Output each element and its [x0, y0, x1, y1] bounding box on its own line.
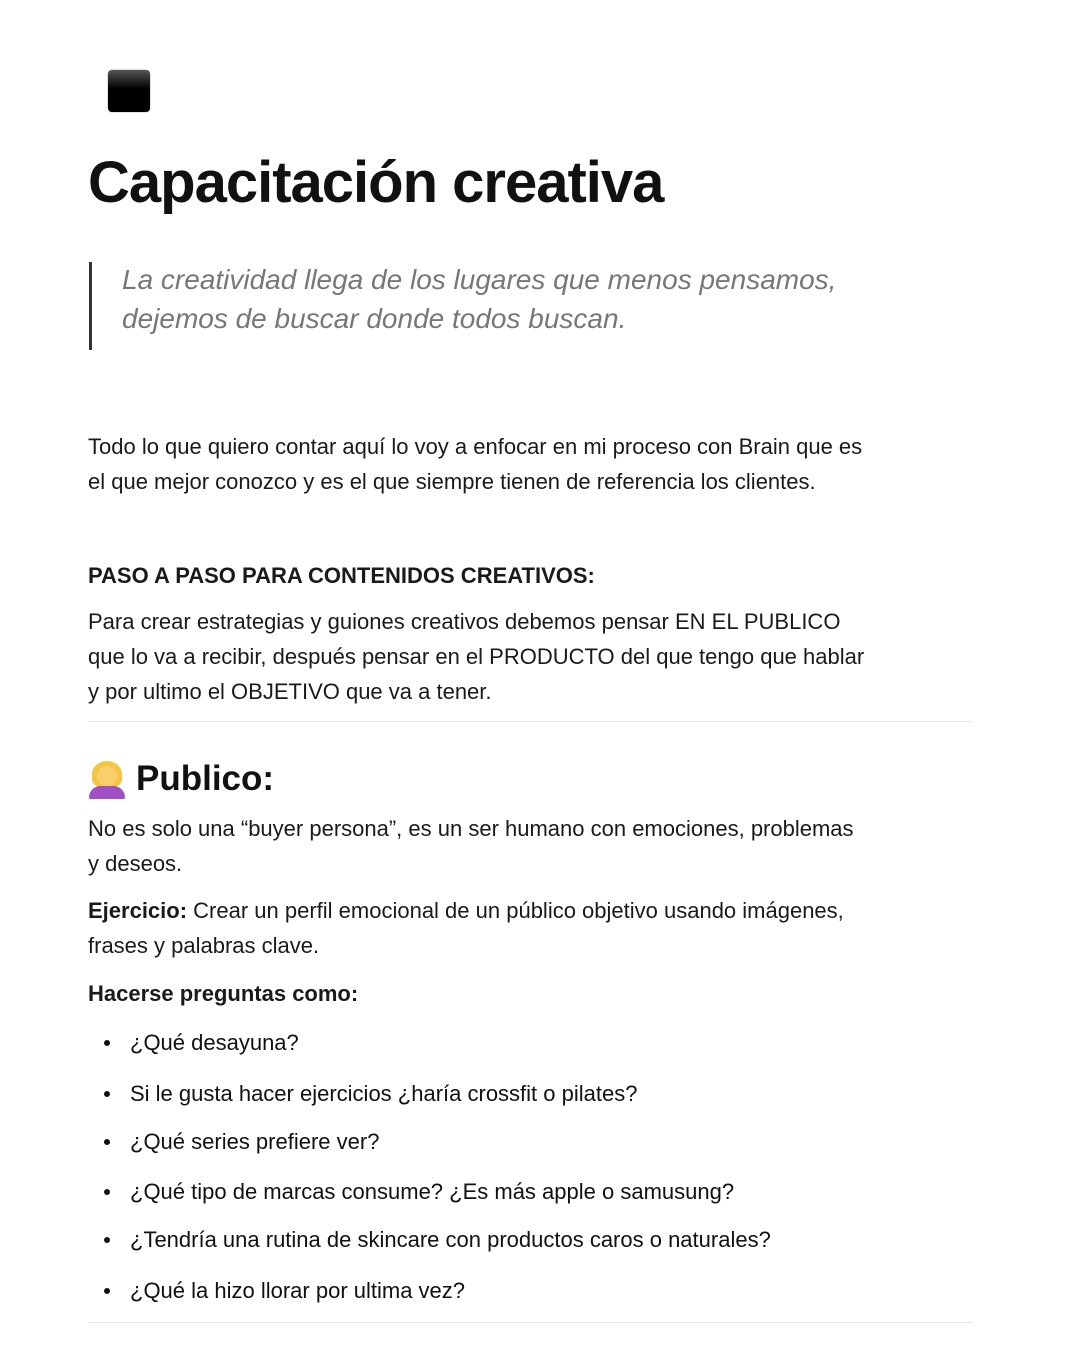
- list-item-text: ¿Tendría una rutina de skincare con productos caros o naturales?: [130, 1227, 771, 1252]
- publico-heading: [88, 756, 978, 801]
- list-item-text: Si le gusta hacer ejercicios ¿haría crossfit o pilates?: [130, 1081, 638, 1106]
- text-line: frases y palabras clave.: [88, 933, 320, 958]
- quote-line: La creatividad llega de los lugares que menos pensamos,: [122, 264, 837, 295]
- intro-paragraph: [88, 429, 978, 499]
- list-item: [104, 1174, 734, 1209]
- list-item: [104, 1076, 637, 1111]
- list-item-text: ¿Qué series prefiere ver?: [130, 1129, 380, 1154]
- publico-description: [88, 811, 978, 881]
- text-line: y por ultimo el OBJETIVO que va a tener.: [88, 679, 492, 704]
- list-item: [104, 1222, 771, 1257]
- text-line: el que mejor conozco y es el que siempre tienen de referencia los clientes.: [88, 469, 816, 494]
- list-item-text: ¿Qué desayuna?: [130, 1030, 299, 1055]
- list-item: [104, 1025, 299, 1060]
- text-line: Para crear estrategias y guiones creativos debemos pensar EN EL PUBLICO: [88, 609, 841, 634]
- text-line: Crear un perfil emocional de un público objetivo usando imágenes,: [187, 898, 844, 923]
- page-icon-black-square[interactable]: [108, 70, 150, 112]
- text-line: No es solo una “buyer persona”, es un ser humano con emociones, problemas: [88, 816, 854, 841]
- list-item-text: ¿Qué la hizo llorar por ultima vez?: [130, 1278, 466, 1303]
- divider: [88, 1322, 972, 1323]
- divider: [88, 721, 972, 722]
- text-line: y deseos.: [88, 851, 183, 876]
- woman-emoji-icon: [88, 759, 126, 799]
- quote-line: dejemos de buscar donde todos buscan.: [122, 303, 627, 334]
- text-line: que lo va a recibir, después pensar en el PRODUCTO del que tengo que hablar: [88, 644, 865, 669]
- text-line: Todo lo que quiero contar aquí lo voy a enfocar en mi proceso con Brain que es: [88, 434, 863, 459]
- list-item: [104, 1124, 379, 1159]
- blockquote: [89, 262, 1012, 350]
- questions-heading: Hacerse preguntas como:: [88, 981, 359, 1006]
- list-item-text: ¿Qué tipo de marcas consume? ¿Es más apple o samusung?: [130, 1179, 735, 1204]
- steps-paragraph: [88, 604, 978, 709]
- publico-heading-text: Publico:: [136, 759, 275, 798]
- page-title: Capacitación creativa: [88, 150, 664, 215]
- exercise-label: Ejercicio:: [88, 898, 188, 923]
- steps-heading: PASO A PASO PARA CONTENIDOS CREATIVOS:: [88, 563, 595, 588]
- exercise-paragraph: [88, 893, 978, 963]
- list-item: [104, 1273, 465, 1308]
